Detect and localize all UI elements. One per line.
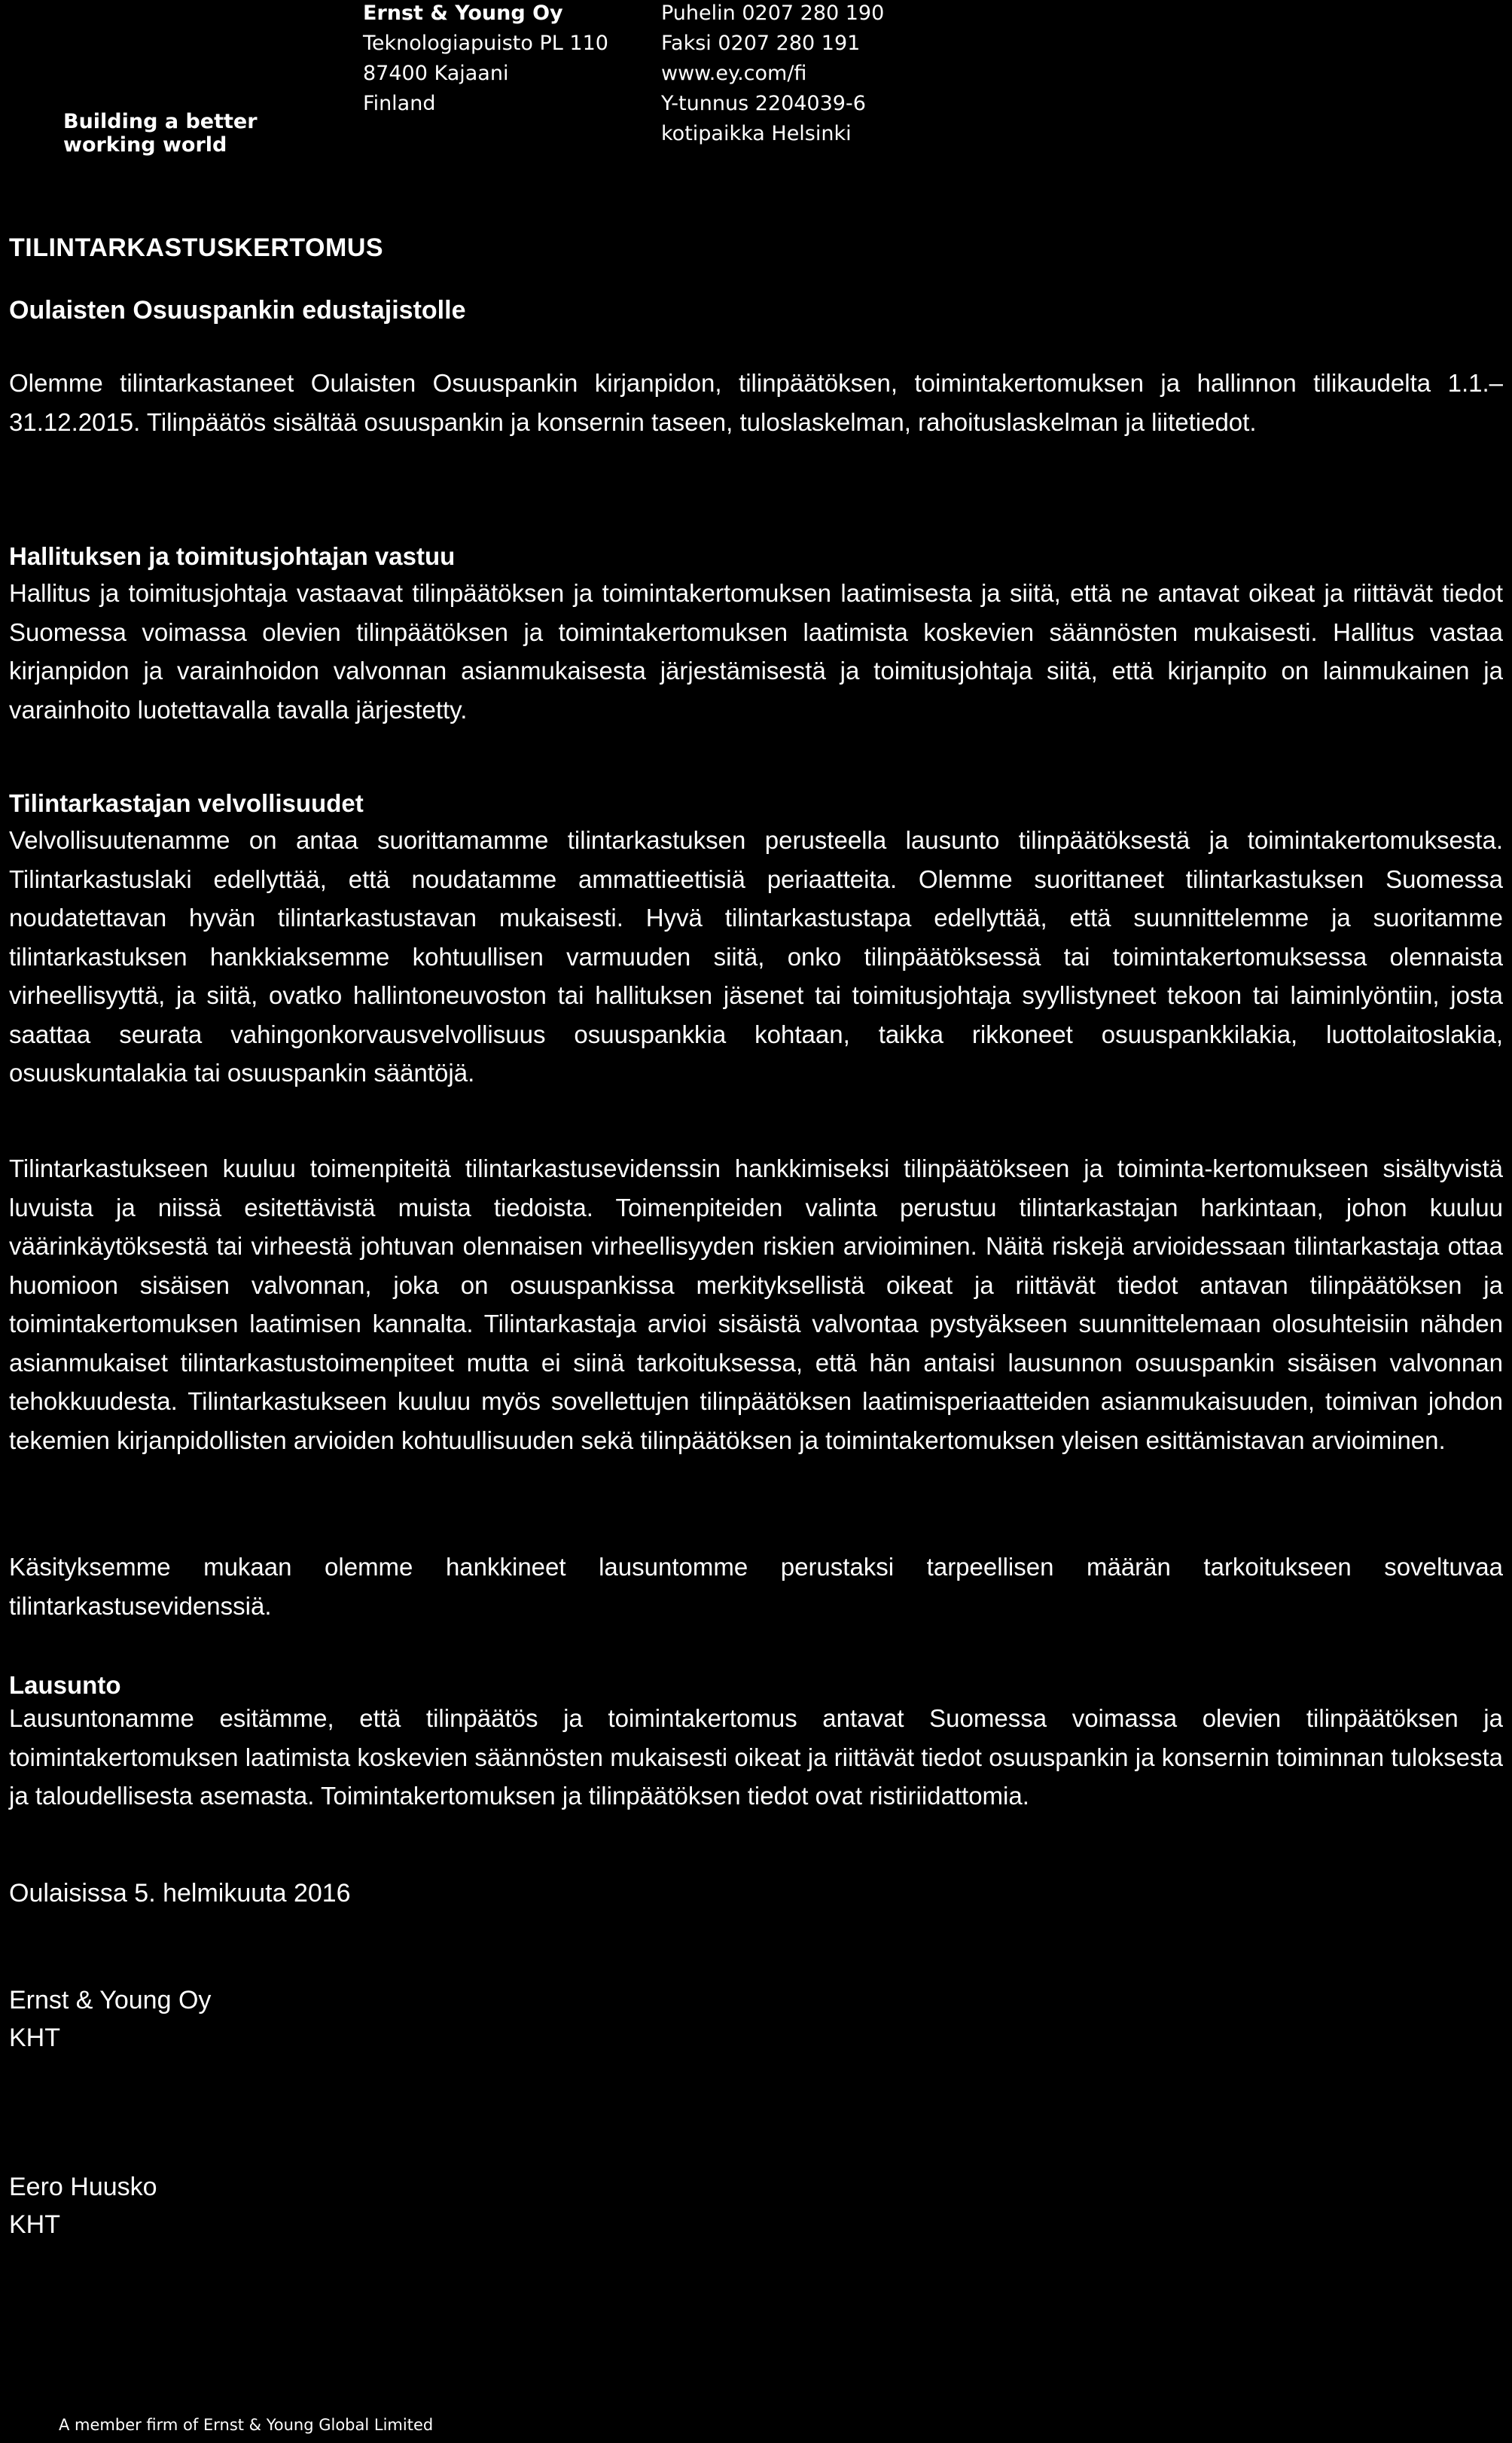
- contact-details: [661, 0, 884, 149]
- fax-number: Faksi 0207 280 191: [661, 32, 861, 55]
- office-address: Ernst & Young Oy Teknologiapuisto PL 110 87400 Kajaani Finland: [363, 0, 608, 119]
- ey-tagline: Building a better working world: [63, 110, 258, 157]
- auditor-duties-text-3: Käsityksemme mukaan olemme hankkineet lausuntomme perustaksi tarpeellisen määrän tarkoitukseen soveltuvaa tilintarkastusevidenssiä.: [9, 1553, 1503, 1620]
- auditor-duties-text-2: Tilintarkastukseen kuuluu toimenpiteitä tilintarkastusevidenssin hankkimiseksi tilinpäätökseen ja toiminta-kertomukseen sisältyvistä luvuista ja niissä esitettävistä muista tiedoista. Toimenpiteiden valinta perustuu tilintarkastajan harkintaan, johon kuuluu väärinkäytöksestä tai virheestä johtuvan olennaisen virheellisyyden riskien arvioiminen. Näitä riskejä arvioidessaan tilintarkastaja ottaa huomioon sisäisen valvonnan, joka on osuuspankissa merkityksellistä oikeat ja riittävät tiedot antavan tilinpäätöksen ja toimintakertomuksen laatimisen kannalta. Tilintarkastaja arvioi sisäistä valvontaa pystyäkseen suunnittelemaan olosuhteisiin nähden asianmukaiset tilintarkastustoimenpiteet mutta ei siinä tarkoituksessa, että hän antaisi lausunnon osuuspankin sisäisen valvonnan tehokkuudesta. Tilintarkastukseen kuuluu myös sovellettujen tilinpäätöksen laatimisperiaatteiden asianmukaisuuden, toimivan johdon tekemien kirjanpidollisten arvioiden kohtuullisuuden sekä tilinpäätöksen ja toimintakertomuksen yleisen esittämistavan arvioiminen.: [9, 1154, 1503, 1454]
- place-and-date: Oulaisissa 5. helmikuuta 2016: [9, 1879, 351, 1908]
- letterhead: [0, 0, 1512, 166]
- audit-firm-name: Ernst & Young Oy: [9, 1986, 212, 2014]
- report-recipient: Oulaisten Osuuspankin edustajistolle: [9, 296, 466, 325]
- business-id: Y-tunnus 2204039-6: [661, 92, 866, 115]
- intro-paragraph: Olemme tilintarkastaneet Oulaisten Osuuspankin kirjanpidon, tilinpäätöksen, toimintakertomuksen ja hallinnon tilikaudelta 1.1.–31.12.2015. Tilinpäätös sisältää osuuspankin ja konsernin taseen, tuloslaskelman, rahoituslaskelman ja liitetiedot.: [9, 369, 1503, 436]
- phone-number: Puhelin 0207 280 190: [661, 2, 885, 25]
- opinion-text: Lausuntonamme esitämme, että tilinpäätös ja toimintakertomus antavat Suomessa voimassa olevien tilinpäätöksen ja toimintakertomuksen laatimista koskevien säännösten mukaisesti oikeat ja riittävät tiedot osuuspankin ja konsernin toiminnan tuloksesta ja taloudellisesta asemasta. Toimintakertomuksen ja tilinpäätöksen tiedot ovat ristiriidattomia.: [9, 1704, 1503, 1810]
- auditor-duties-heading: Tilintarkastajan velvollisuudet: [9, 789, 364, 817]
- website: www.ey.com/fi: [661, 62, 807, 85]
- audit-firm-title: KHT: [9, 2024, 60, 2052]
- report-title: TILINTARKASTUSKERTOMUS: [9, 233, 384, 262]
- board-responsibility-heading: Hallituksen ja toimitusjohtajan vastuu: [9, 542, 456, 570]
- opinion-heading: Lausunto: [9, 1671, 121, 1699]
- company-name: Ernst & Young Oy: [363, 2, 563, 25]
- auditor-duties-text-1: Velvollisuutenamme on antaa suorittamamme tilintarkastuksen perusteella lausunto tilinpäätöksestä ja toimintakertomuksesta. Tilintarkastuslaki edellyttää, että noudatamme ammattieettisiä periaatteita. Olemme suorittaneet tilintarkastuksen Suomessa noudatettavan hyvän tilintarkastustavan mukaisesti. Hyvä tilintarkastustapa edellyttää, että suunnittelemme ja suoritamme tilintarkastuksen hankkiaksemme kohtuullisen varmuuden siitä, onko tilinpäätöksessä tai toimintakertomuksessa olennaista virheellisyyttä, ja siitä, ovatko hallintoneuvoston tai hallituksen jäsenet tai toimitusjohtaja syyllistyneet tekoon tai laiminlyöntiin, josta saattaa seurata vahingonkorvausvelvollisuus osuuspankkia kohtaan, taikka rikkoneet osuuspankkilakia, luottolaitoslakia, osuuskuntalakia tai osuuspankin sääntöjä.: [9, 826, 1503, 1087]
- footer-note: A member firm of Ernst & Young Global Limited: [59, 2416, 434, 2434]
- signer-title: KHT: [9, 2210, 60, 2239]
- domicile: kotipaikka Helsinki: [661, 122, 852, 145]
- signer-name: Eero Huusko: [9, 2173, 157, 2201]
- board-responsibility-text: Hallitus ja toimitusjohtaja vastaavat tilinpäätöksen ja toimintakertomuksen laatimisesta ja siitä, että ne antavat oikeat ja riittävät tiedot Suomessa voimassa olevien tilinpäätöksen ja toimintakertomuksen laatimista koskevien säännösten mukaisesti. Hallitus vastaa kirjanpidon ja varainhoidon valvonnan asianmukaisesta järjestämisestä ja toimitusjohtaja siitä, että kirjanpito on lainmukainen ja varainhoito luotettavalla tavalla järjestetty.: [9, 579, 1503, 724]
